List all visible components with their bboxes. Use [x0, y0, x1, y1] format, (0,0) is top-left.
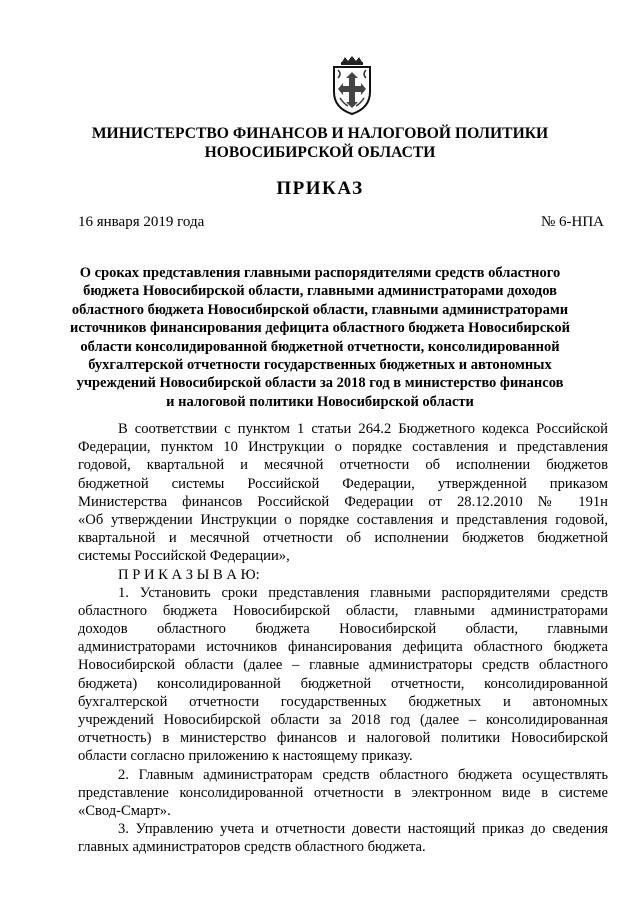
- subject-line: источников финансирования дефицита областного бюджета Новосибирской: [70, 320, 570, 337]
- body-line: Новосибирской области (далее – главные администраторы средств областного: [78, 657, 608, 674]
- subject-line: бюджета Новосибирской области, главными администраторами доходов: [83, 283, 557, 300]
- body-line: отчетность) в министерство финансов и налоговой политики Новосибирской: [78, 730, 608, 747]
- body-line: представление консолидированной отчетности в электронном виде в системе: [78, 784, 608, 801]
- body-line: «Об утверждении Инструкции о порядке составления и представления годовой,: [78, 511, 608, 528]
- body-line: системы Российской Федерации»,: [78, 548, 290, 565]
- body-line: 1. Установить сроки представления главными распорядителями средств: [118, 584, 608, 601]
- document-subject: [70, 264, 570, 411]
- document-body: [78, 420, 608, 857]
- body-line: В соответствии с пунктом 1 статьи 264.2 Бюджетного кодекса Российской: [118, 421, 608, 437]
- body-line: «Свод-Смарт».: [78, 802, 171, 819]
- ministry-line: МИНИСТЕРСТВО ФИНАНСОВ И НАЛОГОВОЙ ПОЛИТИКИ: [91, 125, 549, 142]
- body-line: годовой, квартальной и месячной отчетности об исполнении бюджетов: [78, 457, 608, 474]
- order-heading: П Р И К А З Ы В А Ю:: [118, 566, 260, 583]
- subject-line: бухгалтерской отчетности государственных бюджетных и автономных: [88, 357, 552, 374]
- body-line: бюджетной системы Российской Федерации, утвержденной приказом: [78, 475, 608, 492]
- body-line: областного бюджета Новосибирской области, главными администраторами: [78, 602, 608, 619]
- document-number: № 6-НПА: [540, 214, 604, 230]
- subject-line: О сроках представления главными распорядителями средств областного: [79, 265, 561, 281]
- subject-line: и налоговой политики Новосибирской области: [166, 393, 474, 410]
- body-line: учреждений Новосибирской области за 2018 год (далее – консолидированная: [78, 712, 608, 728]
- subject-line: областного бюджета Новосибирской области, главными администраторами: [71, 301, 569, 318]
- coat-of-arms-icon: [328, 56, 376, 116]
- body-line: бухгалтерской отчетности государственных бюджетных и автономных: [78, 693, 608, 710]
- body-line: области согласно приложению к настоящему приказу.: [78, 748, 413, 765]
- ministry-line: НОВОСИБИРСКОЙ ОБЛАСТИ: [204, 144, 436, 161]
- body-line: Министерства финансов Российской Федерации от 28.12.2010 № 191н: [78, 493, 608, 510]
- subject-line: учреждений Новосибирской области за 2018 год в министерство финансов: [76, 375, 564, 392]
- body-line: квартальной и месячной отчетности об исполнении бюджетов бюджетной: [78, 530, 608, 547]
- body-line: доходов областного бюджета Новосибирской области, главными: [78, 621, 608, 638]
- document-type: ПРИКАЗ: [276, 178, 364, 199]
- body-line: Федерации, пунктом 10 Инструкции о порядке составления и представления: [78, 439, 608, 456]
- ministry-name: [70, 124, 570, 162]
- subject-line: области консолидированной бюджетной отчетности, консолидированной: [80, 338, 560, 355]
- body-line: бюджета) консолидированной бюджетной отчетности, консолидированной: [78, 675, 608, 692]
- body-line: администраторами источников финансирования дефицита областного бюджета: [78, 639, 608, 656]
- document-date: 16 января 2019 года: [78, 214, 205, 230]
- body-line: главных администраторов средств областного бюджета.: [78, 839, 426, 856]
- body-line: 2. Главным администраторам средств областного бюджета осуществлять: [118, 766, 608, 783]
- body-line: 3. Управлению учета и отчетности довести настоящий приказ до сведения: [118, 821, 608, 838]
